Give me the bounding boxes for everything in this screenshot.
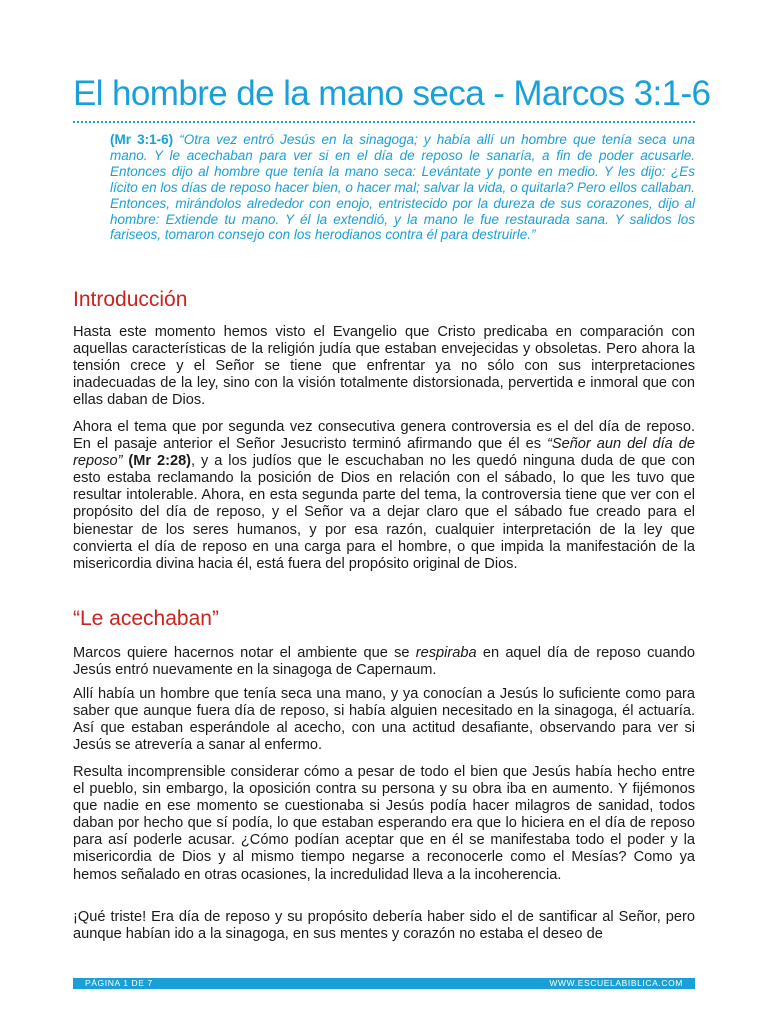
acechaban-paragraph-1 [73, 645, 695, 679]
scripture-reference: (Mr 3:1-6) [110, 132, 174, 147]
intro-paragraph-2 [73, 419, 695, 573]
acechaban-paragraph-4: ¡Qué triste! Era día de reposo y su propósito debería haber sido el de santificar al Señor, pero aunque habían ido a la sinagoga, en sus mentes y corazón no estaba el deseo de [73, 909, 695, 943]
website-link[interactable]: WWW.ESCUELABIBLICA.COM [549, 978, 683, 988]
acechaban-paragraph-2: Allí había un hombre que tenía seca una mano, y ya conocían a Jesús lo suficiente como para saber que aunque fuera día de reposo, si había alguien necesitado en la sinagoga, él actuaría. Así que estaban esperándole al acecho, con una actitud desafiante, observando para ver si Jesús se atrevería a sanar al enfermo. [73, 686, 695, 754]
acechaban-p1-italic: respiraba [415, 645, 477, 661]
scripture-text: “Otra vez entró Jesús en la sinagoga; y había allí un hombre que tenía seca una mano. Y le acechaban para ver si en el día de reposo le sanaría, a fin de poder acusarle. Entonces dijo al hombre que tenía la mano seca: Levántate y ponte en medio. Y les dijo: ¿Es lícito en los días de reposo hacer bien, o hacer mal; salvar la vida, o quitarla? Pero ellos callaban. Entonces, mirándolos alrededor con enojo, entristecido por la dureza de sus corazones, dijo al hombre: Extiende tu mano. Y él la extendió, y la mano le fue restaurada sana. Y salidos los fariseos, tomaron consejo con los herodianos contra él para destruirle.” [110, 132, 695, 243]
intro-paragraph-1: Hasta este momento hemos visto el Evangelio que Cristo predicaba en comparación con aquellas características de la religión judía que estaban envejecidas y obsoletas. Pero ahora la tensión crece y el Señor se tiene que enfrentar ya no sólo con sus interpretaciones inadecuadas de la ley, sino con la visión totalmente distorsionada, pervertida e inmoral que con ellas daban de Dios. [73, 324, 695, 409]
scripture-quote [110, 132, 695, 243]
intro-p2-text-b: , y a los judíos que le escuchaban no les quedó ninguna duda de que con esto estaba reclamando la posición de Dios en relación con el sábado, lo que les tuvo que resultar intolerable. Ahora, en esta segunda parte del tema, la controversia tiene que ver con el propósito del día de reposo, y el Señor va a dejar claro que el sábado fue creado para el bienestar de los seres humanos, y por esa razón, cualquier interpretación de la ley que convierta el día de reposo en una carga para el hombre, o que impida la manifestación de la misericordia divina hacia él, está fuera del propósito original de Dios. [73, 453, 695, 572]
intro-p2-reference: (Mr 2:28) [122, 453, 192, 470]
footer-bar [73, 978, 695, 989]
page-number: PÁGINA 1 DE 7 [85, 978, 153, 988]
intro-p2-text-a: Ahora el tema que por segunda vez consecutiva genera controversia es el del día de reposo. En el pasaje anterior el Señor Jesucristo terminó afirmando que él es [73, 419, 695, 453]
page-title: El hombre de la mano seca - Marcos 3:1-6 [73, 74, 711, 113]
acechaban-paragraph-3: Resulta incomprensible considerar cómo a pesar de todo el bien que Jesús había hecho entre el pueblo, sin embargo, la oposición contra su persona y su obra iba en aumento. Y fijémonos que nadie en ese momento se cuestionaba si Jesús podía hacer milagros de sanidad, todos daban por hecho que sí podía, lo que estaban esperando era que lo hiciera en el día de reposo para así poderle acusar. ¿Cómo podían aceptar que en él se manifestaba todo el poder y la misericordia de Dios y al mismo tiempo negarse a reconocerle como el Mesías? Como ya hemos señalado en otras ocasiones, la incredulidad lleva a la incoherencia. [73, 764, 695, 883]
heading-introduccion: Introducción [73, 288, 188, 311]
heading-le-acechaban: “Le acechaban” [73, 607, 219, 630]
intro-p2-quote: “Señor aun del día de reposo” [73, 436, 695, 470]
title-divider [73, 121, 695, 123]
acechaban-p1-text-a: Marcos quiere hacernos notar el ambiente que se [73, 645, 416, 661]
acechaban-p1-text-b: en aquel día de reposo cuando Jesús entró nuevamente en la sinagoga de Capernaum. [73, 645, 695, 679]
